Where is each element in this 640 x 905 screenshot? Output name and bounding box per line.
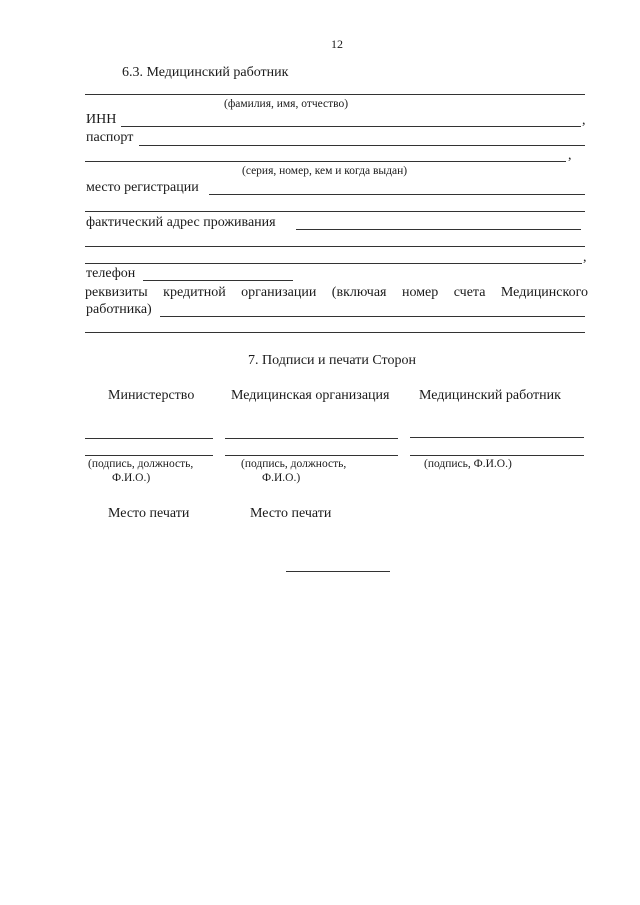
actual-address-field-continuation-2[interactable] bbox=[85, 263, 582, 264]
medical-organization-caption-line1: (подпись, должность, bbox=[241, 458, 347, 470]
inn-label: ИНН bbox=[86, 112, 117, 127]
section-heading-6-3: 6.3. Медицинский работник bbox=[122, 65, 289, 80]
passport-label: паспорт bbox=[86, 130, 134, 145]
medical-organization-details-line[interactable] bbox=[225, 455, 398, 456]
bank-details-label-cont: работника) bbox=[86, 302, 152, 317]
ministry-caption-line2: Ф.И.О.) bbox=[112, 472, 151, 484]
actual-address-label: фактический адрес проживания bbox=[86, 215, 276, 230]
end-separator-line bbox=[286, 571, 390, 572]
passport-field[interactable] bbox=[139, 145, 585, 146]
medical-organization-signature-line[interactable] bbox=[225, 438, 398, 439]
registration-label: место регистрации bbox=[86, 180, 199, 195]
section-heading-7: 7. Подписи и печати Сторон bbox=[248, 353, 416, 368]
registration-field-continuation[interactable] bbox=[85, 211, 585, 212]
medical-organization-caption-line2: Ф.И.О.) bbox=[262, 472, 301, 484]
actual-address-comma: , bbox=[583, 250, 587, 265]
column-title-medical-organization: Медицинская организация bbox=[231, 388, 390, 403]
bank-details-field-continuation[interactable] bbox=[85, 332, 585, 333]
ministry-details-line[interactable] bbox=[85, 455, 213, 456]
medical-organization-seal-place: Место печати bbox=[250, 506, 332, 521]
bank-details-field[interactable] bbox=[160, 316, 585, 317]
page-number: 12 bbox=[331, 37, 343, 51]
actual-address-field-continuation-1[interactable] bbox=[85, 246, 585, 247]
ministry-signature-line[interactable] bbox=[85, 438, 213, 439]
medical-worker-caption: (подпись, Ф.И.О.) bbox=[424, 458, 512, 470]
actual-address-field[interactable] bbox=[296, 229, 581, 230]
column-title-ministry: Министерство bbox=[108, 388, 195, 403]
inn-comma: , bbox=[582, 113, 586, 128]
passport-comma: , bbox=[568, 148, 572, 163]
column-title-medical-worker: Медицинский работник bbox=[419, 388, 561, 403]
fio-line[interactable] bbox=[85, 94, 585, 95]
passport-caption: (серия, номер, кем и когда выдан) bbox=[242, 165, 408, 177]
inn-field[interactable] bbox=[121, 126, 581, 127]
phone-label: телефон bbox=[86, 266, 136, 281]
ministry-seal-place: Место печати bbox=[108, 506, 190, 521]
ministry-caption-line1: (подпись, должность, bbox=[88, 458, 194, 470]
passport-field-continuation[interactable] bbox=[85, 161, 566, 162]
medical-worker-signature-line[interactable] bbox=[410, 437, 584, 438]
registration-field[interactable] bbox=[209, 194, 585, 195]
medical-worker-details-line[interactable] bbox=[410, 455, 584, 456]
fio-caption: (фамилия, имя, отчество) bbox=[224, 98, 349, 110]
phone-field[interactable] bbox=[143, 280, 293, 281]
bank-details-label: реквизиты кредитной организации (включая номер счета Медицинского bbox=[85, 285, 588, 300]
